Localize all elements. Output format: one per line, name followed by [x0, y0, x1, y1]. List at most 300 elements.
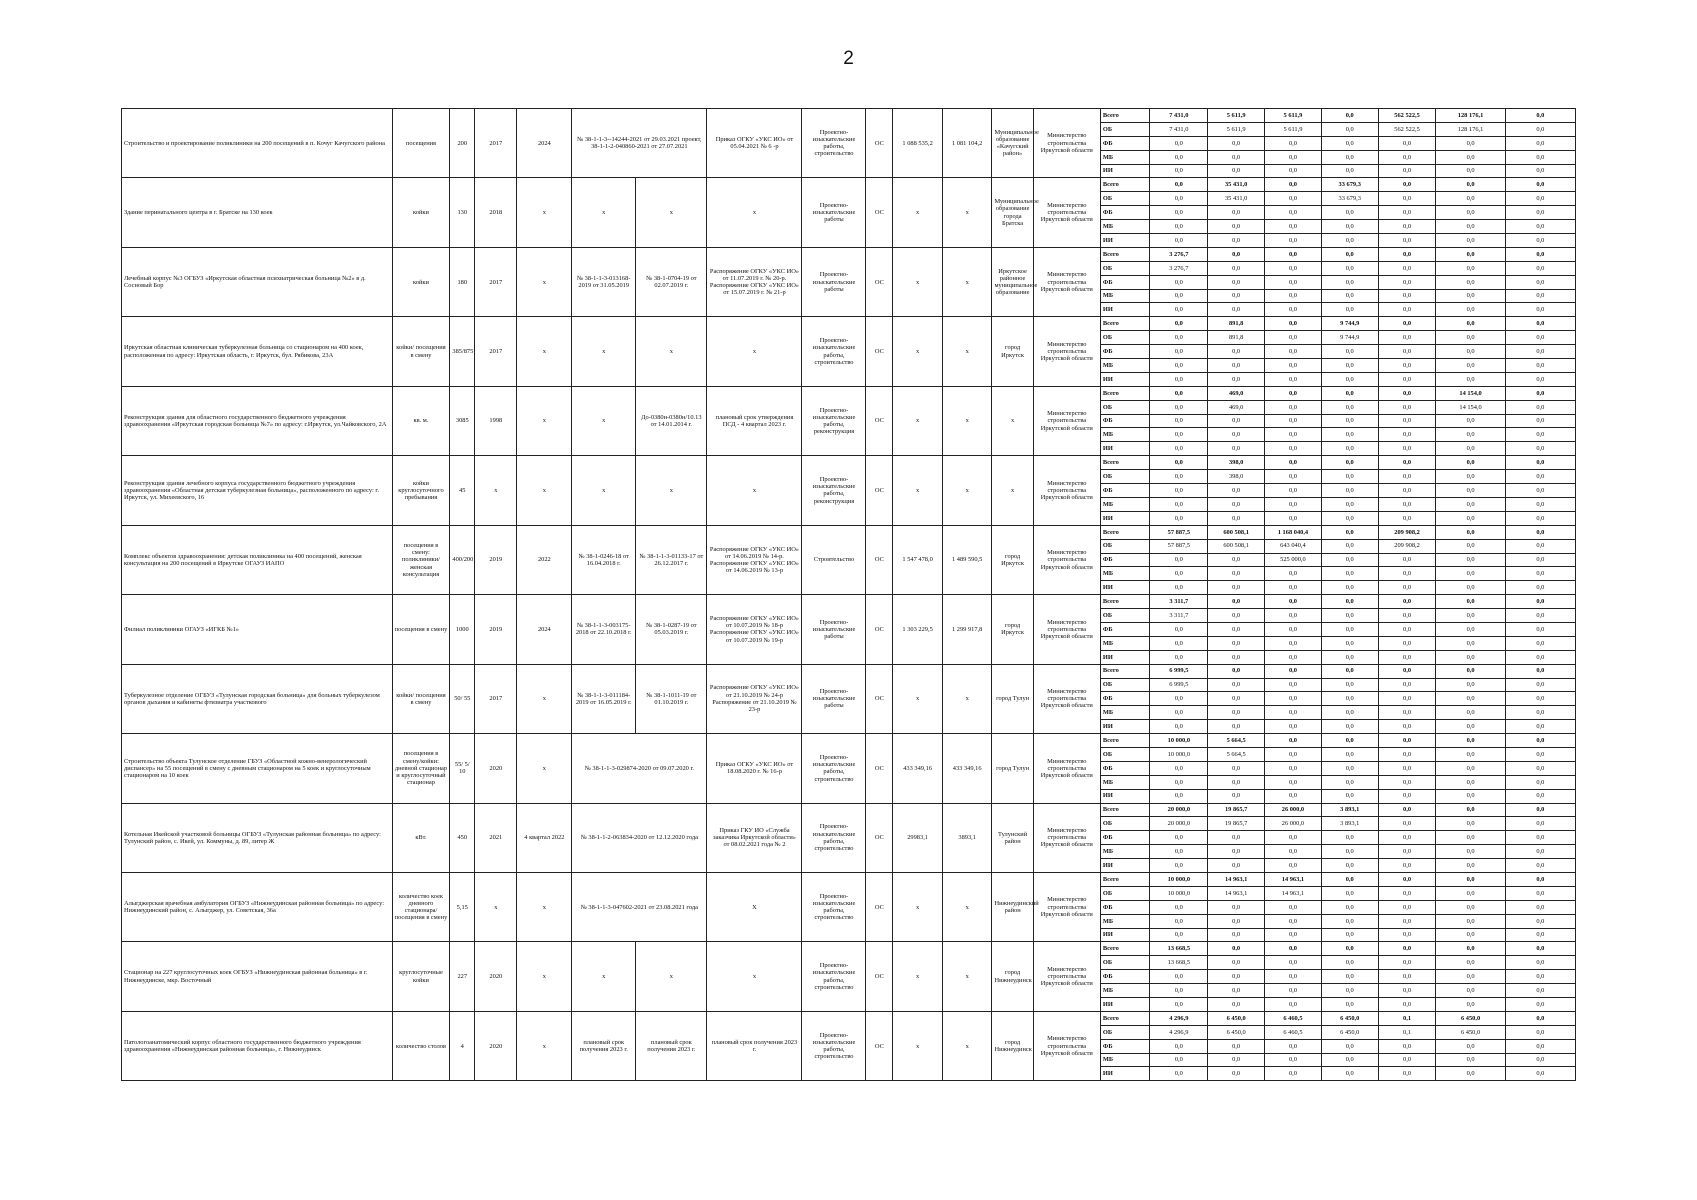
funding-source: ИИ — [1100, 511, 1150, 525]
amount-cell: 0,0 — [1150, 400, 1208, 414]
capacity-unit: посещения в смену/койки: дневной стационар и круглосуточный стационар — [392, 734, 450, 803]
amount-cell: 0,0 — [1208, 622, 1265, 636]
amount-cell: 0,0 — [1208, 595, 1265, 609]
amount-cell: 33 679,3 — [1321, 178, 1378, 192]
amount-cell: 0,0 — [1505, 789, 1575, 803]
amount-cell: 0,0 — [1265, 720, 1322, 734]
remaining-cost: х — [942, 1011, 992, 1080]
amount-cell: 0,0 — [1436, 998, 1505, 1012]
amount-cell: 0,0 — [1436, 359, 1505, 373]
amount-cell: 0,0 — [1150, 831, 1208, 845]
amount-cell: 0,0 — [1378, 928, 1436, 942]
amount-cell: 0,0 — [1208, 136, 1265, 150]
amount-cell: 0,0 — [1505, 650, 1575, 664]
start-year: 2020 — [475, 734, 517, 803]
funding-source: ФБ — [1100, 136, 1150, 150]
amount-cell: 0,0 — [1505, 303, 1575, 317]
funding-source: МБ — [1100, 359, 1150, 373]
amount-cell: 0,0 — [1150, 192, 1208, 206]
funding-source: МБ — [1100, 706, 1150, 720]
expertise-document: плановый срок получения 2023 г. — [572, 1011, 636, 1080]
amount-cell: 0,0 — [1378, 414, 1436, 428]
amount-cell: 0,0 — [1436, 900, 1505, 914]
estimated-cost: х — [893, 247, 943, 316]
responsible-ministry: Министерство строительства Иркутской области — [1033, 734, 1100, 803]
amount-cell: 469,0 — [1208, 386, 1265, 400]
amount-cell: 0,0 — [1150, 761, 1208, 775]
amount-cell: 0,0 — [1321, 886, 1378, 900]
remaining-cost: 1 489 590,5 — [942, 525, 992, 594]
amount-cell: 0,0 — [1436, 1053, 1505, 1067]
funding-source: ОБ — [1100, 539, 1150, 553]
amount-cell: 0,0 — [1378, 372, 1436, 386]
expertise-document: № 38-1-1-3--14244-2021 от 29.03.2021 проект, 38-1-1-2-040860-2021 от 27.07.2021 — [572, 109, 707, 178]
amount-cell: 0,0 — [1505, 845, 1575, 859]
funding-source: Всего — [1100, 803, 1150, 817]
amount-cell: 0,0 — [1378, 1039, 1436, 1053]
amount-cell: 0,0 — [1321, 484, 1378, 498]
end-year: х — [517, 317, 572, 386]
amount-cell: 0,0 — [1436, 428, 1505, 442]
amount-cell: 0,0 — [1265, 942, 1322, 956]
amount-cell: 0,0 — [1505, 1039, 1575, 1053]
amount-cell: 57 887,5 — [1150, 525, 1208, 539]
amount-cell: 6 460,5 — [1265, 1025, 1322, 1039]
amount-cell: 0,0 — [1321, 428, 1378, 442]
capacity-value: 180 — [450, 247, 475, 316]
municipality: Иркутское районное муниципальное образование — [992, 247, 1033, 316]
responsible-ministry: Министерство строительства Иркутской области — [1033, 317, 1100, 386]
amount-cell: 0,0 — [1505, 942, 1575, 956]
amount-cell: 525 000,0 — [1265, 553, 1322, 567]
amount-cell: 0,0 — [1265, 178, 1322, 192]
amount-cell: 0,0 — [1378, 178, 1436, 192]
amount-cell: 0,0 — [1505, 220, 1575, 234]
amount-cell: 0,0 — [1505, 595, 1575, 609]
amount-cell: 0,0 — [1208, 636, 1265, 650]
amount-cell: 0,0 — [1265, 345, 1322, 359]
municipality: Муниципальное образование города Братска — [992, 178, 1033, 247]
amount-cell: 0,0 — [1505, 317, 1575, 331]
amount-cell: 26 000,0 — [1265, 817, 1322, 831]
amount-cell: 0,0 — [1208, 553, 1265, 567]
amount-cell: 0,0 — [1436, 956, 1505, 970]
funding-source: МБ — [1100, 150, 1150, 164]
funding-source: Всего — [1100, 1011, 1150, 1025]
amount-cell: 0,0 — [1505, 456, 1575, 470]
amount-cell: 0,0 — [1505, 497, 1575, 511]
amount-cell: 0,0 — [1150, 900, 1208, 914]
start-year: 2019 — [475, 595, 517, 664]
work-type: Проектно-изыскательские работы, реконструкция — [802, 456, 866, 525]
amount-cell: 0,0 — [1208, 359, 1265, 373]
amount-cell: 0,0 — [1321, 928, 1378, 942]
funding-source: ИИ — [1100, 372, 1150, 386]
amount-cell: 0,0 — [1265, 1039, 1322, 1053]
amount-cell: 14 963,1 — [1208, 872, 1265, 886]
amount-cell: 0,0 — [1505, 706, 1575, 720]
amount-cell: 0,0 — [1321, 136, 1378, 150]
amount-cell: 14 963,1 — [1265, 872, 1322, 886]
amount-cell: 0,0 — [1436, 872, 1505, 886]
amount-cell: 0,0 — [1505, 414, 1575, 428]
amount-cell: 0,0 — [1265, 1053, 1322, 1067]
amount-cell: 0,0 — [1150, 650, 1208, 664]
amount-cell: 0,0 — [1505, 553, 1575, 567]
capacity-unit: посещения в смену: поликлиники/ женская консультация — [392, 525, 450, 594]
amount-cell: 6 999,5 — [1150, 664, 1208, 678]
amount-cell: 0,0 — [1505, 775, 1575, 789]
expertise-document: № 38-1-0246-18 от 16.04.2018 г. — [572, 525, 636, 594]
approval-order: Распоряжение ОГКУ «УКС ИО» от 21.10.2019 № 24-р Распоряжение от 21.10.2019 № 23-р — [707, 664, 802, 733]
amount-cell: 5 611,9 — [1208, 122, 1265, 136]
amount-cell: 0,0 — [1321, 664, 1378, 678]
project-name: Котельная Икейской участковой больницы ОГБУЗ «Тулунская районная больница» по адресу: Тулунский район, с. Икей, ул. Коммуны, д. 89, литер Ж — [122, 803, 393, 872]
amount-cell: 0,0 — [1505, 734, 1575, 748]
project-name: Стационар на 227 круглосуточных коек ОГБУЗ «Нижнеудинская районная больница» в г. Нижнеудинске, мкр. Восточный — [122, 942, 393, 1011]
amount-cell: 0,0 — [1378, 775, 1436, 789]
funding-source: Всего — [1100, 109, 1150, 123]
responsible-ministry: Министерство строительства Иркутской области — [1033, 872, 1100, 941]
amount-cell: 0,0 — [1150, 136, 1208, 150]
amount-cell: 0,0 — [1505, 150, 1575, 164]
amount-cell: 0,0 — [1150, 317, 1208, 331]
customer-type: ОС — [866, 1011, 893, 1080]
amount-cell: 0,0 — [1321, 900, 1378, 914]
funding-source: Всего — [1100, 525, 1150, 539]
project-name: Здание перинатального центра в г. Братске на 130 коек — [122, 178, 393, 247]
amount-cell: 0,0 — [1208, 442, 1265, 456]
expertise-document: х — [572, 317, 636, 386]
project-total-row — [122, 109, 1576, 123]
estimated-cost: х — [893, 456, 943, 525]
amount-cell: 0,0 — [1321, 609, 1378, 623]
amount-cell: 0,0 — [1321, 206, 1378, 220]
approval-order: Распоряжение ОГКУ «УКС ИО» от 14.06.2019 № 14-р. Распоряжение ОГКУ «УКС ИО» от 14.06.2019 № 13-р — [707, 525, 802, 594]
amount-cell: 0,0 — [1208, 831, 1265, 845]
amount-cell: 0,0 — [1208, 664, 1265, 678]
amount-cell: 0,0 — [1378, 442, 1436, 456]
amount-cell: 0,0 — [1150, 914, 1208, 928]
expertise-document: № 38-1-1-3-047602-2021 от 23.08.2021 года — [572, 872, 707, 941]
amount-cell: 0,0 — [1321, 1067, 1378, 1081]
amount-cell: 0,0 — [1436, 678, 1505, 692]
capacity-value: 50/ 55 — [450, 664, 475, 733]
amount-cell: 0,0 — [1265, 150, 1322, 164]
amount-cell: 0,0 — [1505, 164, 1575, 178]
amount-cell: 0,0 — [1505, 831, 1575, 845]
funding-source: МБ — [1100, 289, 1150, 303]
amount-cell: 0,0 — [1265, 289, 1322, 303]
approval-order: Приказ ОГКУ «УКС ИО» от 18.08.2020 г. № 16-р — [707, 734, 802, 803]
amount-cell: 0,0 — [1321, 303, 1378, 317]
capacity-unit: количество коек дневного стационара/ посещения в смену — [392, 872, 450, 941]
amount-cell: 0,0 — [1321, 247, 1378, 261]
amount-cell: 0,0 — [1265, 678, 1322, 692]
amount-cell: 6 450,0 — [1208, 1011, 1265, 1025]
customer-type: ОС — [866, 247, 893, 316]
amount-cell: 0,0 — [1150, 428, 1208, 442]
end-year: 4 квартал 2022 — [517, 803, 572, 872]
amount-cell: 0,0 — [1321, 678, 1378, 692]
work-type: Проектно-изыскательские работы, строительство — [802, 1011, 866, 1080]
amount-cell: 0,0 — [1378, 789, 1436, 803]
approval-order: х — [707, 317, 802, 386]
estimate-document: № 38-1-1011-19 от 01.10.2019 г. — [636, 664, 707, 733]
amount-cell: 0,0 — [1436, 886, 1505, 900]
amount-cell: 0,0 — [1265, 428, 1322, 442]
amount-cell: 3 893,1 — [1321, 803, 1378, 817]
amount-cell: 0,0 — [1321, 970, 1378, 984]
amount-cell: 0,0 — [1505, 1067, 1575, 1081]
work-type: Проектно-изыскательские работы, строительство — [802, 803, 866, 872]
amount-cell: 0,0 — [1321, 553, 1378, 567]
amount-cell: 0,0 — [1208, 220, 1265, 234]
project-name: Патологоанатомический корпус областного государственного бюджетного учреждения здравоохранения «Нижнеудинская районная больница», г. Нижнеудинск — [122, 1011, 393, 1080]
project-total-row — [122, 664, 1576, 678]
amount-cell: 0,0 — [1321, 747, 1378, 761]
amount-cell: 7 431,0 — [1150, 109, 1208, 123]
responsible-ministry: Министерство строительства Иркутской области — [1033, 178, 1100, 247]
funding-source: ФБ — [1100, 414, 1150, 428]
amount-cell: 0,0 — [1321, 622, 1378, 636]
funding-source: ОБ — [1100, 331, 1150, 345]
approval-order: х — [707, 456, 802, 525]
amount-cell: 0,0 — [1378, 456, 1436, 470]
amount-cell: 0,0 — [1150, 1039, 1208, 1053]
amount-cell: 0,0 — [1208, 484, 1265, 498]
amount-cell: 0,0 — [1208, 845, 1265, 859]
customer-type: ОС — [866, 872, 893, 941]
amount-cell: 0,0 — [1208, 497, 1265, 511]
amount-cell: 0,0 — [1505, 122, 1575, 136]
amount-cell: 0,0 — [1265, 970, 1322, 984]
amount-cell: 0,0 — [1208, 859, 1265, 873]
amount-cell: 0,0 — [1505, 192, 1575, 206]
work-type: Проектно-изыскательские работы — [802, 247, 866, 316]
capacity-unit: койки — [392, 247, 450, 316]
amount-cell: 6 450,0 — [1321, 1025, 1378, 1039]
amount-cell: 0,0 — [1505, 359, 1575, 373]
amount-cell: 0,0 — [1321, 539, 1378, 553]
amount-cell: 0,0 — [1150, 345, 1208, 359]
amount-cell: 0,0 — [1208, 1053, 1265, 1067]
estimated-cost: х — [893, 664, 943, 733]
project-name: Реконструкция здания лечебного корпуса государственного бюджетного учреждения здравоохранения «Областная детская туберкулезная больница», расположенного по адресу: г. Иркутск, ул. Михеевского, 16 — [122, 456, 393, 525]
municipality: город Нижнеудинск — [992, 1011, 1033, 1080]
amount-cell: 0,0 — [1265, 761, 1322, 775]
funding-source: ОБ — [1100, 817, 1150, 831]
funding-source: МБ — [1100, 914, 1150, 928]
responsible-ministry: Министерство строительства Иркутской области — [1033, 109, 1100, 178]
amount-cell: 0,0 — [1150, 970, 1208, 984]
amount-cell: 0,0 — [1505, 664, 1575, 678]
amount-cell: 0,0 — [1378, 720, 1436, 734]
amount-cell: 0,0 — [1265, 136, 1322, 150]
amount-cell: 0,0 — [1265, 192, 1322, 206]
amount-cell: 0,0 — [1505, 1053, 1575, 1067]
amount-cell: 0,0 — [1321, 998, 1378, 1012]
work-type: Проектно-изыскательские работы, реконструкция — [802, 386, 866, 455]
amount-cell: 0,0 — [1436, 720, 1505, 734]
estimated-cost: х — [893, 386, 943, 455]
funding-source: ИИ — [1100, 303, 1150, 317]
estimated-cost: х — [893, 872, 943, 941]
amount-cell: 0,0 — [1265, 900, 1322, 914]
funding-source: МБ — [1100, 845, 1150, 859]
amount-cell: 0,0 — [1436, 789, 1505, 803]
amount-cell: 0,0 — [1505, 956, 1575, 970]
municipality: город Нижнеудинск — [992, 942, 1033, 1011]
amount-cell: 0,0 — [1265, 1067, 1322, 1081]
amount-cell: 0,0 — [1321, 122, 1378, 136]
amount-cell: 0,0 — [1150, 164, 1208, 178]
funding-source: Всего — [1100, 942, 1150, 956]
amount-cell: 0,0 — [1505, 275, 1575, 289]
amount-cell: 0,0 — [1321, 956, 1378, 970]
end-year: х — [517, 734, 572, 803]
amount-cell: 0,0 — [1265, 845, 1322, 859]
amount-cell: 5 664,5 — [1208, 747, 1265, 761]
amount-cell: 14 963,1 — [1208, 886, 1265, 900]
municipality: город Тулун — [992, 664, 1033, 733]
project-name: Иркутская областная клиническая туберкулезная больница со стационаром на 400 коек, расположенная по адресу: Иркутская область, г. Иркутск, бул. Рябикова, 23А — [122, 317, 393, 386]
amount-cell: 0,0 — [1505, 345, 1575, 359]
amount-cell: 0,0 — [1321, 859, 1378, 873]
funding-source: ФБ — [1100, 275, 1150, 289]
amount-cell: 0,0 — [1265, 400, 1322, 414]
end-year: 2022 — [517, 525, 572, 594]
amount-cell: 0,0 — [1265, 331, 1322, 345]
amount-cell: 0,0 — [1378, 942, 1436, 956]
amount-cell: 0,0 — [1321, 386, 1378, 400]
approval-order: Распоряжение ОГКУ «УКС ИО» от 11.07.2019 г. № 20-р. Распоряжение ОГКУ «УКС ИО» от 15.07.2019 г. № 21-р — [707, 247, 802, 316]
estimated-cost: 433 349,16 — [893, 734, 943, 803]
project-name: Комплекс объектов здравоохранения: детская поликлиника на 400 посещений, женская консультация на 200 посещений в Иркутске ОГАУЗ ИАПО — [122, 525, 393, 594]
amount-cell: 0,0 — [1378, 900, 1436, 914]
amount-cell: 0,0 — [1378, 317, 1436, 331]
amount-cell: 0,0 — [1436, 1067, 1505, 1081]
expertise-document: № 38-1-1-3-013168-2019 от 31.05.2019 — [572, 247, 636, 316]
amount-cell: 0,0 — [1321, 261, 1378, 275]
amount-cell: 0,0 — [1378, 164, 1436, 178]
amount-cell: 0,0 — [1378, 400, 1436, 414]
amount-cell: 0,0 — [1150, 470, 1208, 484]
end-year: х — [517, 178, 572, 247]
amount-cell: 0,0 — [1150, 497, 1208, 511]
amount-cell: 0,0 — [1150, 178, 1208, 192]
amount-cell: 0,0 — [1150, 553, 1208, 567]
amount-cell: 0,0 — [1150, 581, 1208, 595]
amount-cell: 0,0 — [1150, 206, 1208, 220]
work-type: Проектно-изыскательские работы, строительство — [802, 872, 866, 941]
responsible-ministry: Министерство строительства Иркутской области — [1033, 1011, 1100, 1080]
work-type: Проектно-изыскательские работы, строительство — [802, 734, 866, 803]
amount-cell: 0,0 — [1265, 609, 1322, 623]
amount-cell: 10 000,0 — [1150, 872, 1208, 886]
amount-cell: 0,0 — [1321, 720, 1378, 734]
amount-cell: 0,0 — [1378, 734, 1436, 748]
project-total-row — [122, 1011, 1576, 1025]
amount-cell: 0,0 — [1378, 747, 1436, 761]
amount-cell: 0,0 — [1505, 970, 1575, 984]
amount-cell: 0,0 — [1150, 234, 1208, 248]
approval-order: Приказ ОГКУ «УКС ИО» от 05.04.2021 № 6 -р — [707, 109, 802, 178]
amount-cell: 0,0 — [1265, 859, 1322, 873]
customer-type: ОС — [866, 525, 893, 594]
amount-cell: 0,0 — [1436, 761, 1505, 775]
expertise-document: № 38-1-1-3-003175-2018 от 22.10.2018 г. — [572, 595, 636, 664]
amount-cell: 6 999,5 — [1150, 678, 1208, 692]
amount-cell: 0,0 — [1208, 261, 1265, 275]
estimate-document: плановый срок получения 2023 г. — [636, 1011, 707, 1080]
amount-cell: 0,0 — [1321, 414, 1378, 428]
funding-source: Всего — [1100, 456, 1150, 470]
project-total-row — [122, 178, 1576, 192]
amount-cell: 0,0 — [1208, 970, 1265, 984]
remaining-cost: х — [942, 247, 992, 316]
amount-cell: 0,0 — [1321, 872, 1378, 886]
amount-cell: 0,0 — [1321, 567, 1378, 581]
amount-cell: 0,0 — [1505, 539, 1575, 553]
amount-cell: 0,0 — [1378, 845, 1436, 859]
amount-cell: 0,0 — [1208, 1067, 1265, 1081]
amount-cell: 0,0 — [1505, 289, 1575, 303]
amount-cell: 0,0 — [1436, 178, 1505, 192]
remaining-cost: х — [942, 942, 992, 1011]
work-type: Строительство — [802, 525, 866, 594]
amount-cell: 0,0 — [1321, 734, 1378, 748]
amount-cell: 0,0 — [1321, 150, 1378, 164]
amount-cell: 0,0 — [1265, 956, 1322, 970]
amount-cell: 0,0 — [1378, 664, 1436, 678]
amount-cell: 0,0 — [1265, 484, 1322, 498]
amount-cell: 0,0 — [1208, 678, 1265, 692]
amount-cell: 0,0 — [1265, 220, 1322, 234]
project-total-row — [122, 942, 1576, 956]
funding-source: ОБ — [1100, 886, 1150, 900]
remaining-cost: х — [942, 317, 992, 386]
amount-cell: 35 431,0 — [1208, 192, 1265, 206]
project-total-row — [122, 456, 1576, 470]
amount-cell: 0,0 — [1378, 386, 1436, 400]
amount-cell: 0,0 — [1505, 428, 1575, 442]
amount-cell: 0,1 — [1378, 1011, 1436, 1025]
funding-source: МБ — [1100, 497, 1150, 511]
amount-cell: 600 508,1 — [1208, 525, 1265, 539]
amount-cell: 6 450,0 — [1436, 1025, 1505, 1039]
responsible-ministry: Министерство строительства Иркутской области — [1033, 386, 1100, 455]
customer-type: ОС — [866, 456, 893, 525]
municipality: город Тулун — [992, 734, 1033, 803]
amount-cell: 0,0 — [1321, 914, 1378, 928]
amount-cell: 0,0 — [1378, 428, 1436, 442]
remaining-cost: х — [942, 178, 992, 247]
amount-cell: 0,0 — [1265, 914, 1322, 928]
amount-cell: 0,0 — [1265, 706, 1322, 720]
funding-source: ИИ — [1100, 789, 1150, 803]
amount-cell: 0,0 — [1378, 567, 1436, 581]
project-name: Строительство объекта Тулунское отделение ГБУЗ «Областной кожно-венерологический диспансер» на 55 посещений в смену с дневным стационаром на 5 коек и круглосуточным стационаром на 10 коек — [122, 734, 393, 803]
capacity-unit: койки/ посещения в смену — [392, 664, 450, 733]
funding-source: ФБ — [1100, 970, 1150, 984]
amount-cell: 0,0 — [1265, 372, 1322, 386]
customer-type: ОС — [866, 664, 893, 733]
amount-cell: 0,1 — [1378, 1025, 1436, 1039]
project-name: Туберкулезное отделение ОГБУЗ «Тулунская городская больница» для больных туберкулезом органов дыхания и кабинеты фтизиатра участкового — [122, 664, 393, 733]
amount-cell: 0,0 — [1321, 789, 1378, 803]
expertise-document: х — [572, 386, 636, 455]
